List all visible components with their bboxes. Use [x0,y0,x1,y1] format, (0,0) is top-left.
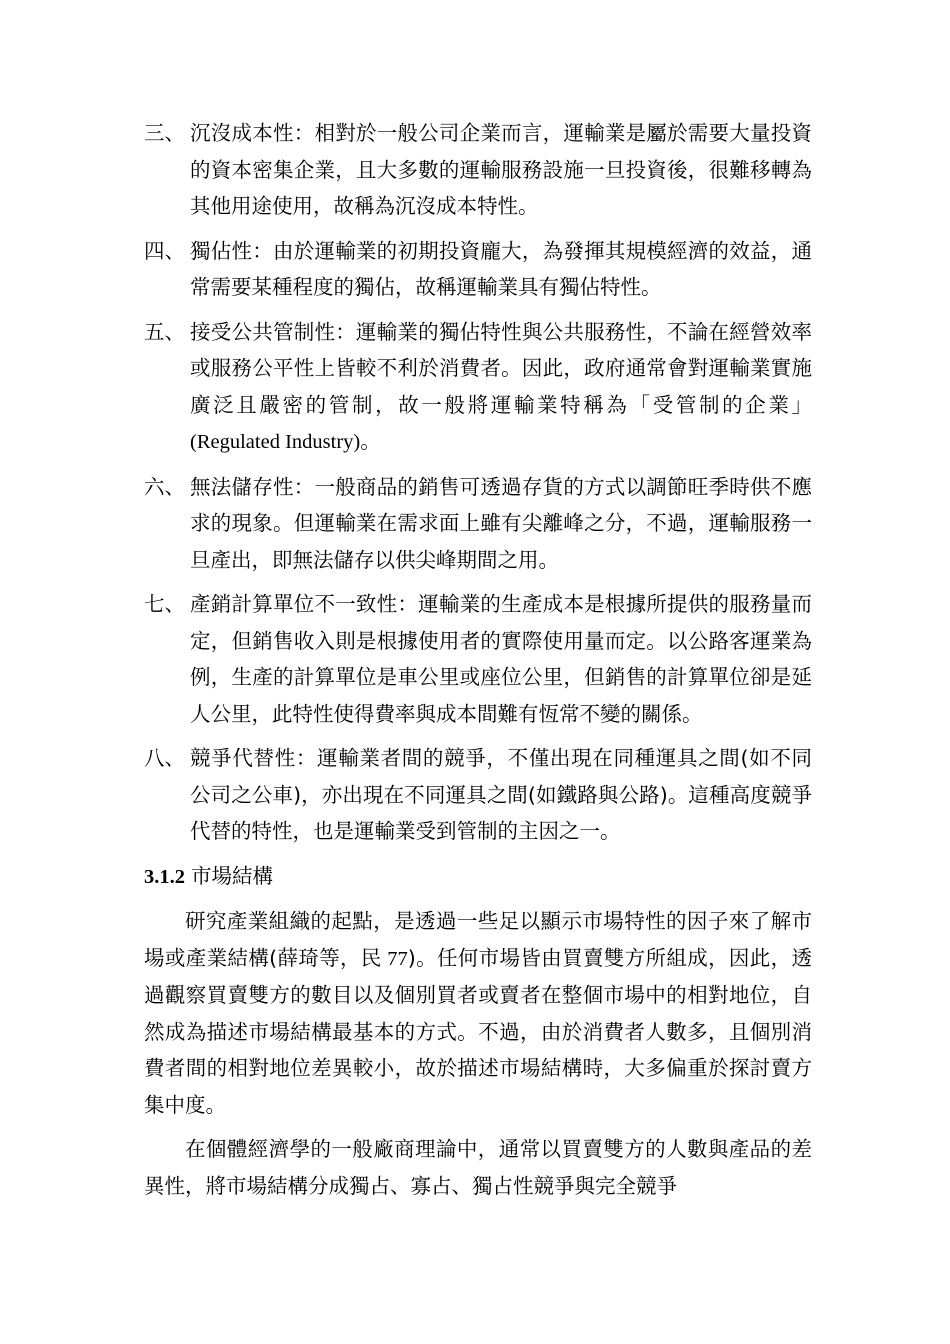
list-item-number: 四、 [144,238,185,263]
list-item [144,314,812,461]
section-heading [144,858,812,896]
paragraph-text-start: 研究產業組織的起點，是透過一些足以顯示市場特性的因子來了解市場或產業結構(薛琦等，民 [144,909,812,970]
list-item [144,586,812,732]
list-item-text [190,314,812,461]
list-item-text-main: 接受公共管制性：運輸業的獨佔特性與公共服務性，不論在經營效率或服務公平性上皆較不利於消費者。因此，政府通常會對運輸業實施廣泛且嚴密的管制，故一般將運輸業特稱為「受管制的企業」 [190,319,812,417]
section-title: 市場結構 [191,863,273,888]
list-item-text: 產銷計算單位不一致性：運輸業的生產成本是根據所提供的服務量而定，但銷售收入則是根據使用者的實際使用量而定。以公路客運業為例，生產的計算單位是車公里或座位公里，但銷售的計算單位卻是延人公里，此特性使得費率與成本間難有恆常不變的關係。 [190,592,812,726]
body-paragraph: 在個體經濟學的一般廠商理論中，通常以買賣雙方的人數與產品的差異性，將市場結構分成獨占、寡占、獨占性競爭與完全競爭 [144,1137,812,1198]
list-item [144,740,812,850]
list-item-text: 獨佔性：由於運輸業的初期投資龐大，為發揮其規模經濟的效益，通常需要某種程度的獨佔，故稱運輸業具有獨佔特性。 [190,238,812,299]
english-term: (Regulated Industry) [190,431,361,453]
list-item [144,233,812,306]
body-paragraph [144,903,812,1123]
list-item-number: 五、 [144,319,185,344]
list-item [144,115,812,225]
citation-year: 77 [381,947,408,970]
list-item-number: 六、 [144,474,185,499]
list-item-text-end: 。 [360,429,381,453]
list-item-number: 七、 [144,592,185,616]
document-page [144,115,812,1212]
paragraph-text-rest: )。任何市場皆由買賣雙方所組成，因此，透過觀察買賣雙方的數目以及個別買者或賣者在整個市場中的相對地位，自然成為描述市場結構最基本的方式。不過，由於消費者人數多，且個別消費者間的相對地位差異較小，故於描述市場結構時，大多偏重於探討賣方集中度。 [144,945,813,1117]
list-item-number: 八、 [144,746,185,770]
list-item [144,469,812,579]
list-item-text: 競爭代替性：運輸業者間的競爭，不僅出現在同種運具之間(如不同公司之公車)，亦出現在不同運具之間(如鐵路與公路)。這種高度競爭代替的特性，也是運輸業受到管制的主因之一。 [190,746,812,843]
section-number: 3.1.2 [144,865,185,888]
list-item-text: 沉沒成本性：相對於一般公司企業而言，運輸業是屬於需要大量投資的資本密集企業，且大多數的運輸服務設施一旦投資後，很難移轉為其他用途使用，故稱為沉沒成本特性。 [190,121,812,218]
list-item-text: 無法儲存性：一般商品的銷售可透過存貨的方式以調節旺季時供不應求的現象。但運輸業在需求面上雖有尖離峰之分，不過，運輸服務一旦產出，即無法儲存以供尖峰期間之用。 [190,474,812,572]
list-item-number: 三、 [144,121,185,145]
